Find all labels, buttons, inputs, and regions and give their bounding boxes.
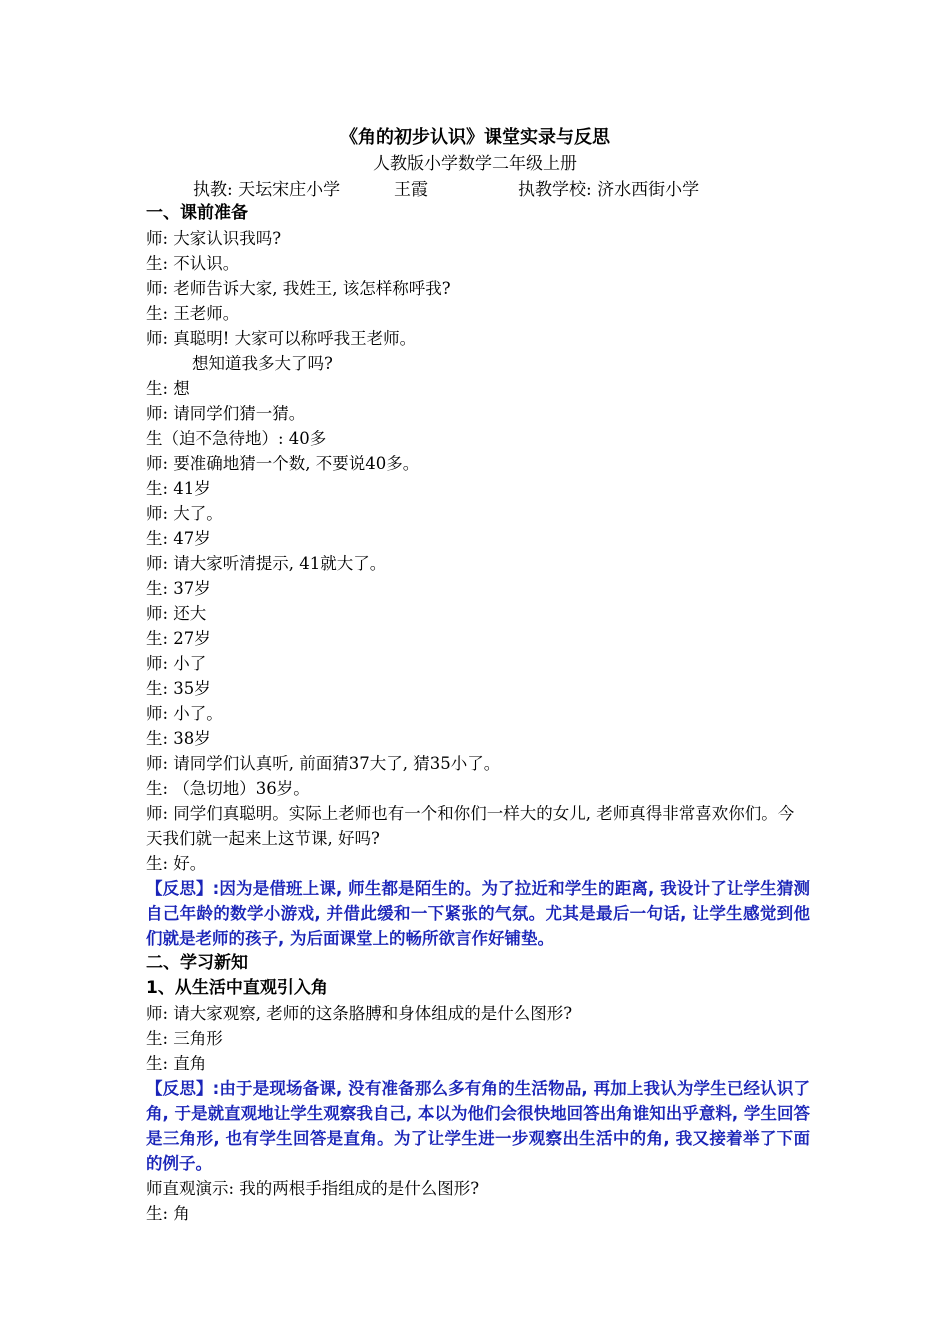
reflection-paragraph bbox=[146, 1076, 810, 1176]
host-school-label: 执教学校: 济水西街小学 bbox=[518, 180, 700, 200]
dialogue-block-1 bbox=[146, 226, 810, 376]
dialogue-line: 生: 想 bbox=[146, 379, 190, 398]
dialogue-line: 师: 大家认识我吗? bbox=[146, 229, 282, 248]
dialogue-block-2 bbox=[146, 376, 810, 876]
subsection-heading: 1、从生活中直观引入角 bbox=[146, 978, 328, 998]
section-heading: 二、学习新知 bbox=[146, 953, 248, 973]
dialogue-line: 生: 王老师。 bbox=[146, 304, 240, 323]
dialogue-line: 师: 请大家观察, 老师的这条胳膊和身体组成的是什么图形? bbox=[146, 1004, 573, 1023]
reflection-text: 因为是借班上课, 师生都是陌生的。为了拉近和学生的距离, 我设计了让学生猜测自己年龄的数学小游戏, 并借此缓和一下紧张的气氛。尤其是最后一句话, 让学生感觉到他们就是老师的孩子, 为后面课堂上的畅所欲言作好铺垫。 bbox=[146, 879, 810, 948]
dialogue-line: 生: 直角 bbox=[146, 1054, 207, 1073]
dialogue-line: 师: 大了。 bbox=[146, 504, 223, 523]
dialogue-line: 师: 小了。 bbox=[146, 704, 223, 723]
reflection-paragraph bbox=[146, 876, 810, 951]
dialogue-paragraph: 师: 同学们真聪明。实际上老师也有一个和你们一样大的女儿, 老师真得非常喜欢你们。今天我们就一起来上这节课, 好吗? bbox=[146, 804, 795, 848]
dialogue-line: 师直观演示: 我的两根手指组成的是什么图形? bbox=[146, 1179, 480, 1198]
dialogue-line: 生: 47岁 bbox=[146, 529, 211, 548]
dialogue-line: 生: 41岁 bbox=[146, 479, 211, 498]
reflection-text: 由于是现场备课, 没有准备那么多有角的生活物品, 再加上我认为学生已经认识了角, 于是就直观地让学生观察我自己, 本以为他们会很快地回答出角谁知出乎意料, 学生回答是三角形, 也有学生回答是直角。为了让学生进一步观察出生活中的角, 我又接着举了下面的例子。 bbox=[146, 1079, 810, 1173]
document-body bbox=[146, 201, 810, 1226]
dialogue-line: 生: 27岁 bbox=[146, 629, 211, 648]
dialogue-line: 师: 还大 bbox=[146, 604, 207, 623]
dialogue-line: 生: 好。 bbox=[146, 854, 207, 873]
dialogue-line: 师: 小了 bbox=[146, 654, 207, 673]
reflection-tag: 【反思】: bbox=[146, 1079, 220, 1098]
document-subtitle: 人教版小学数学二年级上册 bbox=[373, 154, 577, 174]
dialogue-line: 生: 角 bbox=[146, 1204, 190, 1223]
document-title: 《角的初步认识》课堂实录与反思 bbox=[340, 127, 610, 148]
dialogue-line: 师: 请同学们猜一猜。 bbox=[146, 404, 306, 423]
reflection-tag: 【反思】: bbox=[146, 879, 220, 898]
dialogue-line: 师: 请大家听清提示, 41就大了。 bbox=[146, 554, 387, 573]
teacher-name: 王霞 bbox=[394, 180, 428, 200]
dialogue-line: 生: 三角形 bbox=[146, 1029, 223, 1048]
dialogue-line: 生: 38岁 bbox=[146, 729, 211, 748]
teacher-school-label: 执教: 天坛宋庄小学 bbox=[193, 180, 341, 200]
dialogue-line: 生: （急切地）36岁。 bbox=[146, 779, 310, 798]
dialogue-line: 师: 真聪明! 大家可以称呼我王老师。 bbox=[146, 329, 417, 348]
dialogue-line: 想知道我多大了吗? bbox=[192, 354, 333, 373]
dialogue-block-3 bbox=[146, 1001, 810, 1076]
dialogue-line: 生: 35岁 bbox=[146, 679, 211, 698]
dialogue-line: 生（迫不急待地）: 40多 bbox=[146, 429, 327, 448]
dialogue-line: 生: 37岁 bbox=[146, 579, 211, 598]
section-heading: 一、课前准备 bbox=[146, 203, 248, 223]
dialogue-line: 师: 老师告诉大家, 我姓王, 该怎样称呼我? bbox=[146, 279, 451, 298]
dialogue-line: 生: 不认识。 bbox=[146, 254, 240, 273]
dialogue-line: 师: 请同学们认真听, 前面猜37大了, 猜35小了。 bbox=[146, 754, 501, 773]
dialogue-block-4 bbox=[146, 1176, 810, 1226]
dialogue-line: 师: 要准确地猜一个数, 不要说40多。 bbox=[146, 454, 420, 473]
